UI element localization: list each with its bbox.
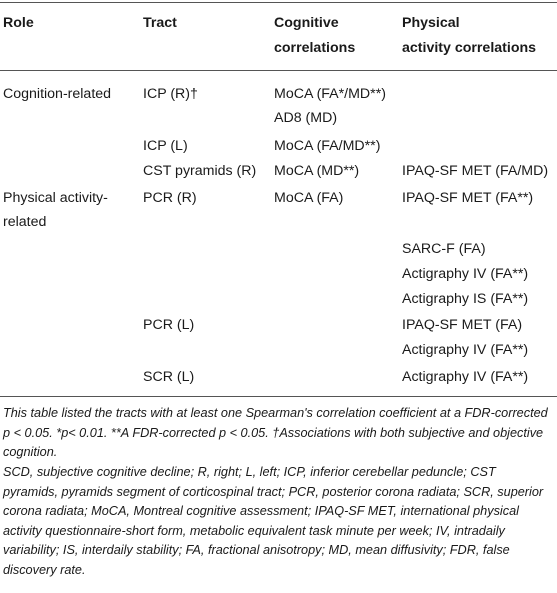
header-physical-line1: Physical: [402, 15, 460, 31]
cell-cognitive: AD8 (MD): [274, 110, 338, 126]
cell-physical: IPAQ-SF MET (FA**): [402, 190, 534, 206]
header-cognitive-line1: Cognitive: [274, 15, 339, 31]
table-top-rule: [0, 2, 557, 3]
cell-role: Cognition-related: [3, 86, 112, 102]
cell-cognitive: MoCA (FA*/MD**): [274, 86, 386, 102]
cell-physical: Actigraphy IV (FA**): [402, 342, 529, 358]
cell-physical: Actigraphy IV (FA**): [402, 369, 529, 385]
cell-physical: IPAQ-SF MET (FA/MD): [402, 163, 549, 179]
header-tract: Tract: [143, 15, 177, 31]
cell-cognitive: MoCA (FA): [274, 190, 344, 206]
cell-tract: PCR (R): [143, 190, 197, 206]
footnote-significance: This table listed the tracts with at least one Spearman's correlation coefficient at a FDR-corrected p < 0.05. *p< 0.01. **A FDR-corrected p < 0.05. †Associations with both subjective and objective cognition.: [3, 406, 548, 459]
cell-cognitive: MoCA (FA/MD**): [274, 138, 381, 154]
cell-tract: CST pyramids (R): [143, 163, 257, 179]
cell-role: related: [3, 214, 47, 230]
table-bottom-rule: [0, 396, 557, 397]
cell-tract: SCR (L): [143, 369, 195, 385]
cell-tract: ICP (R)†: [143, 86, 198, 102]
cell-physical: SARC-F (FA): [402, 241, 486, 257]
footnote-abbreviations: SCD, subjective cognitive decline; R, right; L, left; ICP, inferior cerebellar peduncle; CST pyramids, pyramids segment of corticospinal tract; PCR, posterior corona radiata; SCR, superior corona radiata; MoCA, Montreal cognitive assessment; IPAQ-SF MET, international physical activity questionnaire-short form, metabolic equivalent task minute per week; IV, intradaily variability; IS, interdaily stability; FA, fractional anisotropy; MD, mean diffusivity; FDR, false discovery rate.: [3, 465, 544, 577]
cell-physical: IPAQ-SF MET (FA): [402, 317, 523, 333]
cell-role: Physical activity-: [3, 190, 108, 206]
header-rule: [0, 70, 557, 71]
header-cognitive-line2: correlations: [274, 40, 356, 56]
cell-physical: Actigraphy IV (FA**): [402, 266, 529, 282]
cell-cognitive: MoCA (MD**): [274, 163, 360, 179]
header-physical-line2: activity correlations: [402, 40, 537, 56]
header-role: Role: [3, 15, 34, 31]
cell-tract: ICP (L): [143, 138, 188, 154]
cell-physical: Actigraphy IS (FA**): [402, 291, 529, 307]
cell-tract: PCR (L): [143, 317, 195, 333]
